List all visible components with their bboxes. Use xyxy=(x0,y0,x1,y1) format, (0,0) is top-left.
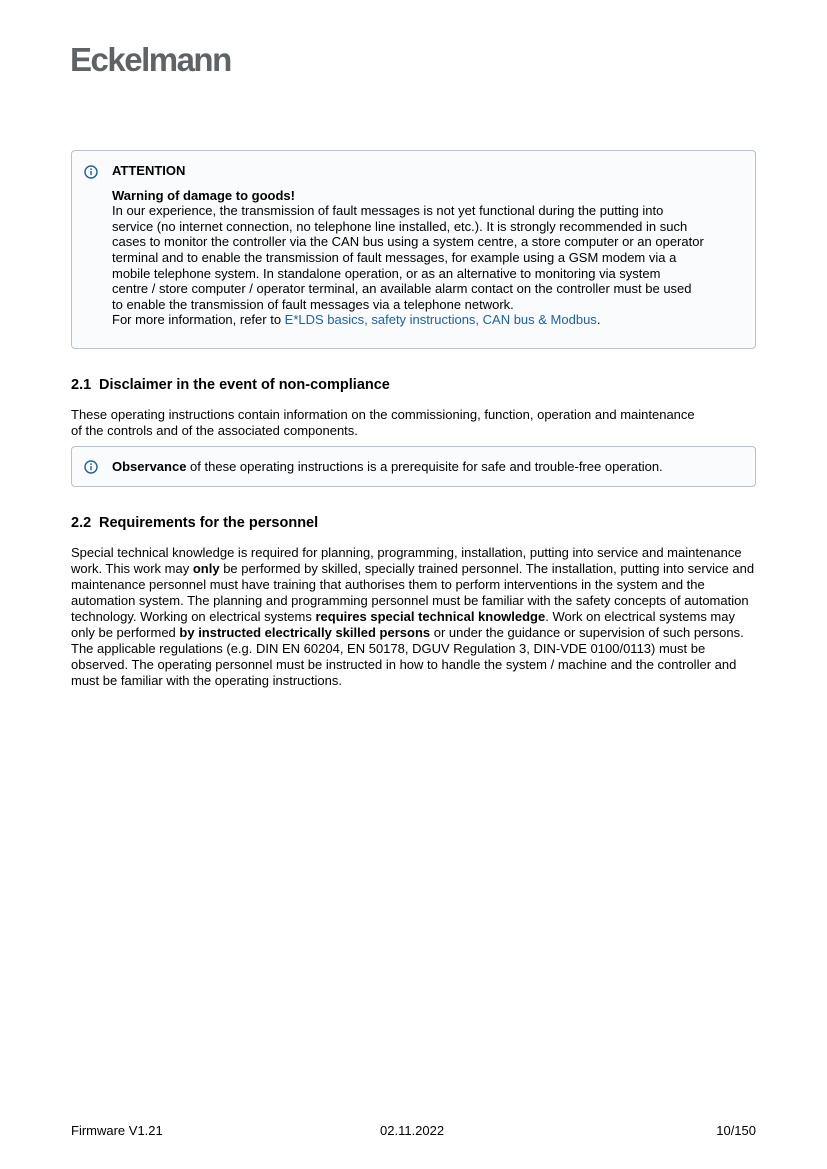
section-2-2-paragraph: Special technical knowledge is required for planning, programming, installation, putting into service and maintenance work. This work may only be performed by skilled, specially trained personnel. The installation, putting into service and maintenance personnel must have training that authorises them to perform interventions in the system and the automation system. The planning and programming personnel must be familiar with the safety concepts of automation technology. Working on electrical systems requires special technical knowledge. Work on electrical systems may only be performed by instructed electrically skilled persons or under the guidance or supervision of such persons. The applicable regulations (e.g. DIN EN 60204, EN 50178, DGUV Regulation 3, DIN-VDE 0100/0113) must be observed. The operating personnel must be instructed in how to handle the system / machine and the controller and must be familiar with the operating instructions. xyxy=(71,545,755,688)
attention-reference: For more information, refer to E*LDS basics, safety instructions, CAN bus & Modbus. xyxy=(112,312,601,328)
eckelmann-logo: Eckelmann xyxy=(70,41,231,78)
attention-line: service (no internet connection, no telephone line installed, etc.). It is strongly recommended in such xyxy=(112,218,688,234)
attention-line: centre / store computer / operator terminal, an available alarm contact on the controller must be used xyxy=(112,281,692,297)
elds-basics-link[interactable]: E*LDS basics, safety instructions, CAN bus & Modbus xyxy=(284,312,597,328)
footer-firmware: Firmware V1.21 xyxy=(71,1123,163,1138)
attention-line: terminal and to enable the transmission of fault messages, for example using a GSM modem via a xyxy=(112,249,677,265)
info-circle-icon xyxy=(84,460,98,474)
section-heading-2-1: 2.1 Disclaimer in the event of non-compliance xyxy=(71,377,390,393)
attention-line: to enable the transmission of fault messages via a telephone network. xyxy=(112,296,514,312)
section-heading-2-2: 2.2 Requirements for the personnel xyxy=(71,515,319,531)
attention-box xyxy=(71,150,756,349)
info-circle-icon xyxy=(84,165,98,179)
attention-line: In our experience, the transmission of fault messages is not yet functional during the putting into xyxy=(112,203,664,219)
footer-date: 02.11.2022 xyxy=(380,1123,445,1138)
footer-page-number: 10/150 xyxy=(716,1123,756,1138)
section-2-1-paragraph: These operating instructions contain information on the commissioning, function, operation and maintenance of the controls and of the associated components. xyxy=(71,407,695,438)
attention-line: mobile telephone system. In standalone operation, or as an alternative to monitoring via system xyxy=(112,265,661,281)
attention-line: cases to monitor the controller via the CAN bus using a system centre, a store computer or an operator xyxy=(112,234,704,250)
attention-subtitle: Warning of damage to goods! xyxy=(112,187,295,203)
attention-title: ATTENTION xyxy=(112,163,186,178)
observance-note: Observance of these operating instructions is a prerequisite for safe and trouble-free operation. xyxy=(71,446,756,487)
